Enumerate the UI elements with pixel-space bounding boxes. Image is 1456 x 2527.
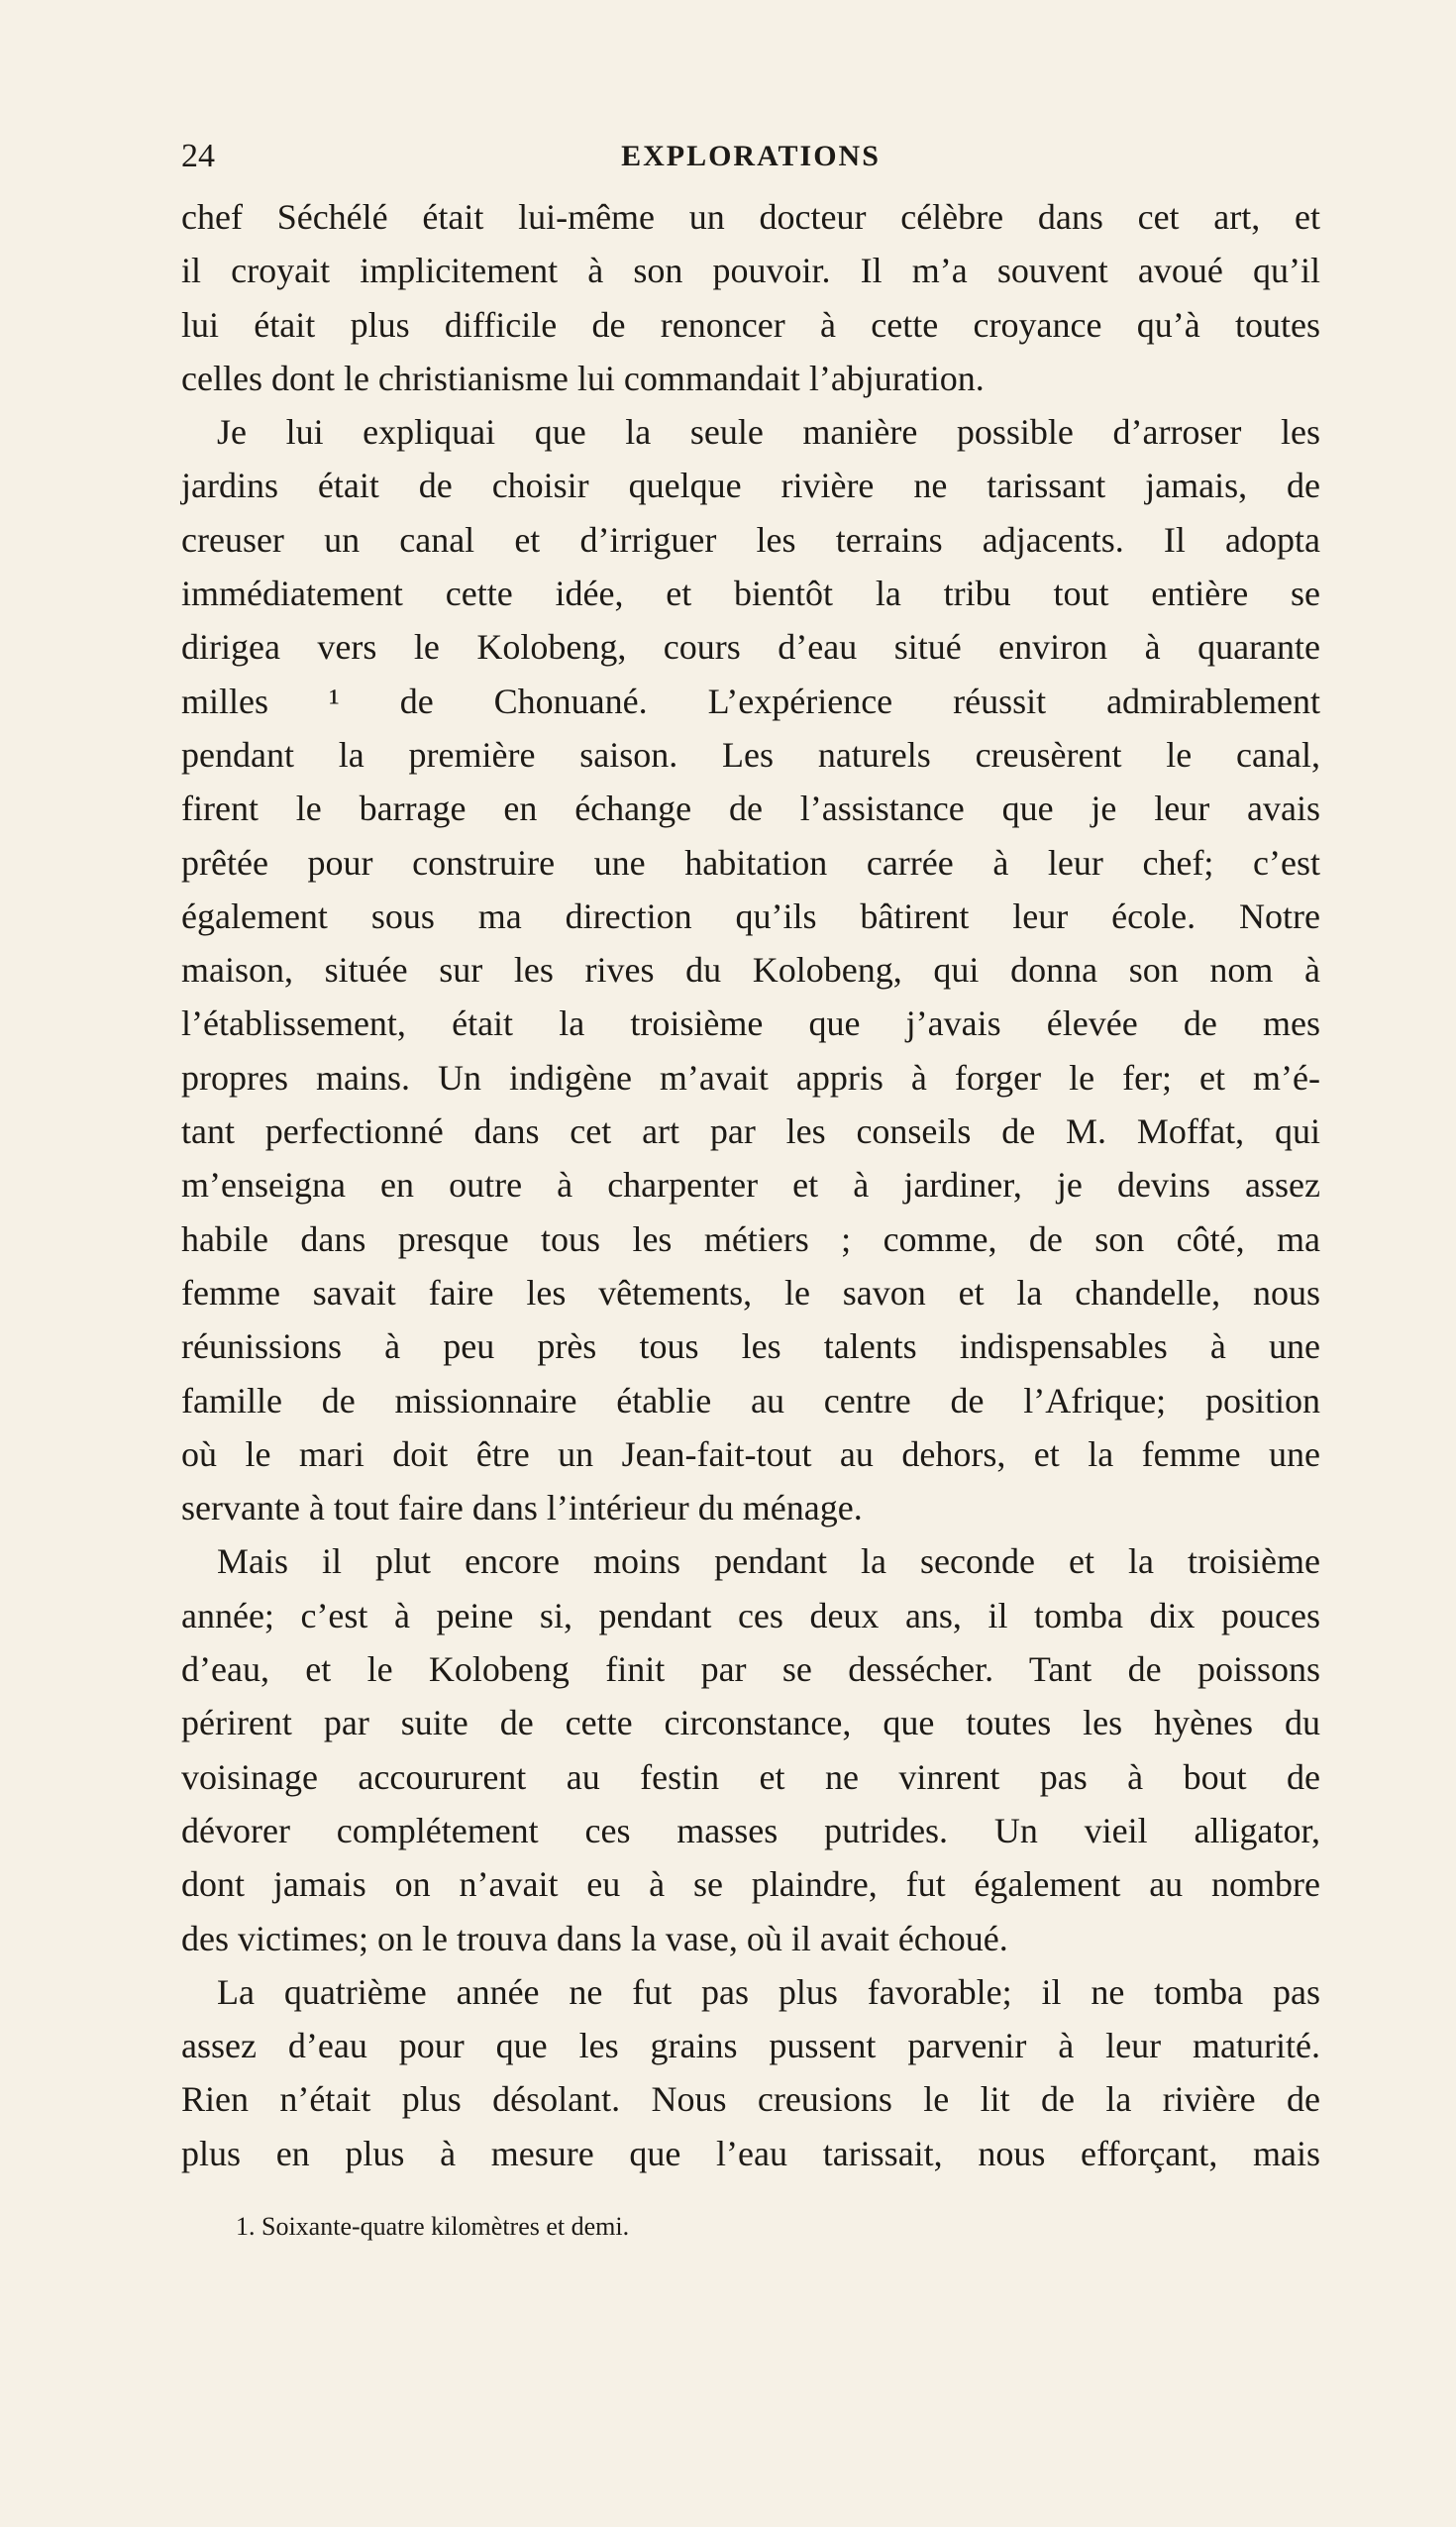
text-line: femme savait faire les vêtements, le savon et la chandelle, nous bbox=[181, 1272, 1320, 1313]
text-line: servante à tout faire dans l’intérieur du ménage. bbox=[181, 1488, 863, 1528]
text-line: année; c’est à peine si, pendant ces deux ans, il tomba dix pouces bbox=[181, 1595, 1320, 1635]
text-line: voisinage accoururent au festin et ne vinrent pas à bout de bbox=[181, 1756, 1320, 1797]
text-line: famille de missionnaire établie au centre de l’Afrique; position bbox=[181, 1380, 1320, 1421]
footnote: 1. Soixante-quatre kilomètres et demi. bbox=[236, 2212, 630, 2241]
text-line: dont jamais on n’avait eu à se plaindre, fut également au nombre bbox=[181, 1864, 1320, 1905]
text-line: celles dont le christianisme lui commandait l’abjuration. bbox=[181, 358, 985, 398]
body-text bbox=[181, 190, 1320, 2180]
text-line: des victimes; on le trouva dans la vase, où il avait échoué. bbox=[181, 1918, 1008, 1958]
text-line: d’eau, et le Kolobeng finit par se dessécher. Tant de poissons bbox=[181, 1649, 1320, 1690]
text-line: où le mari doit être un Jean-fait-tout au dehors, et la femme une bbox=[181, 1433, 1320, 1474]
text-line: maison, située sur les rives du Kolobeng, qui donna son nom à bbox=[181, 950, 1320, 991]
text-line: habile dans presque tous les métiers ; comme, de son côté, ma bbox=[181, 1218, 1320, 1259]
text-line: La quatrième année ne fut pas plus favorable; il ne tomba pas bbox=[217, 1971, 1320, 2012]
text-line: prêtée pour construire une habitation carrée à leur chef; c’est bbox=[181, 842, 1320, 883]
text-line: propres mains. Un indigène m’avait appris à forger le fer; et m’é- bbox=[181, 1057, 1320, 1098]
text-line: assez d’eau pour que les grains pussent parvenir à leur maturité. bbox=[181, 2026, 1320, 2066]
text-line: lui était plus difficile de renoncer à cette croyance qu’à toutes bbox=[181, 304, 1320, 345]
text-line: dévorer complétement ces masses putrides. Un vieil alligator, bbox=[181, 1810, 1320, 1850]
text-line: immédiatement cette idée, et bientôt la tribu tout entière se bbox=[181, 574, 1320, 614]
text-line: Mais il plut encore moins pendant la seconde et la troisième bbox=[217, 1541, 1320, 1582]
text-line: firent le barrage en échange de l’assistance que je leur avais bbox=[181, 789, 1320, 829]
text-line: périrent par suite de cette circonstance, que toutes les hyènes du bbox=[181, 1703, 1320, 1743]
text-line: tant perfectionné dans cet art par les conseils de M. Moffat, qui bbox=[181, 1111, 1320, 1152]
text-line: jardins était de choisir quelque rivière ne tarissant jamais, de bbox=[181, 466, 1320, 506]
text-line: milles ¹ de Chonuané. L’expérience réussit admirablement bbox=[181, 681, 1320, 721]
text-line: également sous ma direction qu’ils bâtirent leur école. Notre bbox=[181, 895, 1320, 936]
text-line: Rien n’était plus désolant. Nous creusions le lit de la rivière de bbox=[181, 2079, 1320, 2120]
text-line: chef Séchélé était lui-même un docteur célèbre dans cet art, et bbox=[181, 197, 1320, 237]
text-line: il croyait implicitement à son pouvoir. Il m’a souvent avoué qu’il bbox=[181, 251, 1320, 291]
text-line: l’établissement, était la troisième que j’avais élevée de mes bbox=[181, 1003, 1320, 1044]
text-line: plus en plus à mesure que l’eau tarissait, nous efforçant, mais bbox=[181, 2133, 1320, 2173]
text-line: réunissions à peu près tous les talents indispensables à une bbox=[181, 1326, 1320, 1367]
text-line: m’enseigna en outre à charpenter et à jardiner, je devins assez bbox=[181, 1165, 1320, 1206]
text-line: dirigea vers le Kolobeng, cours d’eau situé environ à quarante bbox=[181, 627, 1320, 668]
text-line: Je lui expliquai que la seule manière possible d’arroser les bbox=[217, 412, 1320, 453]
running-title: EXPLORATIONS bbox=[621, 140, 881, 172]
page-header bbox=[181, 135, 1320, 178]
page-number: 24 bbox=[181, 138, 215, 174]
text-line: pendant la première saison. Les naturels creusèrent le canal, bbox=[181, 734, 1320, 775]
text-line: creuser un canal et d’irriguer les terrains adjacents. Il adopta bbox=[181, 519, 1320, 560]
